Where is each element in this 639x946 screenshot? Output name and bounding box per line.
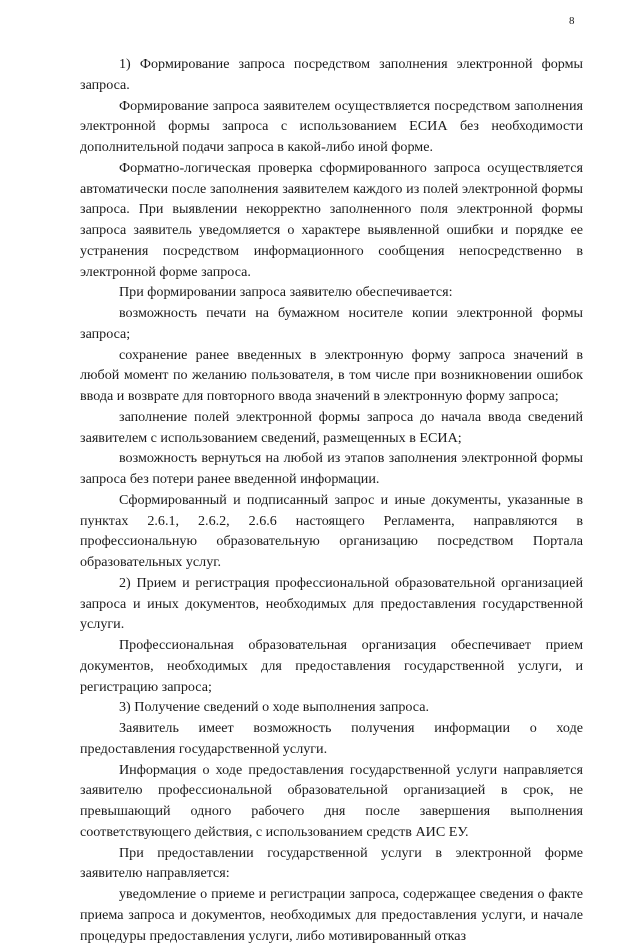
paragraph: сохранение ранее введенных в электронную форму запроса значений в любой момент по желанию пользователя, в том числе при возникновении ошибок ввода и возврате для повторного ввода значений в электронную форму запроса; — [80, 346, 583, 404]
paragraph: уведомление о приеме и регистрации запроса, содержащее сведения о факте приема запроса и документов, необходимых для предоставления услуги, и начале процедуры предоставления услуги, либо мотивированный отказ — [80, 886, 583, 944]
paragraph: Профессиональная образовательная организация обеспечивает прием документов, необходимых для предоставления государственной услуги, и регистрацию запроса; — [80, 637, 583, 695]
paragraph: 1) Формирование запроса посредством заполнения электронной формы запроса. — [80, 56, 583, 93]
paragraph: Заявитель имеет возможность получения информации о ходе предоставления государственной услуги. — [80, 720, 583, 757]
paragraph: Сформированный и подписанный запрос и иные документы, указанные в пунктах 2.6.1, 2.6.2, 2.6.6 настоящего Регламента, направляются в профессиональную образовательную организацию посредством Портала образовательных услуг. — [80, 491, 583, 570]
paragraph: 3) Получение сведений о ходе выполнения запроса. — [119, 699, 430, 716]
paragraph: возможность вернуться на любой из этапов заполнения электронной формы запроса без потери ранее введенной информации. — [80, 450, 583, 487]
paragraph: Информация о ходе предоставления государственной услуги направляется заявителю профессиональной образовательной организацией в срок, не превышающий одного рабочего дня после завершения выполнения соответствующего действия, с использованием средств АИС ЕУ. — [80, 761, 583, 840]
document-body — [80, 54, 583, 946]
paragraph: 2) Прием и регистрация профессиональной образовательной организацией запроса и иных документов, необходимых для предоставления государственной услуги. — [80, 574, 583, 633]
paragraph: заполнение полей электронной формы запроса до начала ввода сведений заявителем с использованием сведений, размещенных в ЕСИА; — [80, 408, 583, 446]
paragraph: Формирование запроса заявителем осуществляется посредством заполнения электронной формы запроса с использованием ЕСИА без необходимости дополнительной подачи запроса в какой-либо иной форме. — [80, 97, 583, 155]
paragraph: При предоставлении государственной услуги в электронной форме заявителю направляется: — [80, 844, 583, 882]
paragraph: возможность печати на бумажном носителе копии электронной формы запроса; — [80, 305, 583, 342]
paragraph: Форматно-логическая проверка сформированного запроса осуществляется автоматически после заполнения заявителем каждого из полей электронной формы запроса. При выявлении некорректно заполненного поля электронной формы запроса заявитель уведомляется о характере выявленной ошибки и порядке ее устранения посредством информационного сообщения непосредственно в электронной форме запроса. — [80, 159, 583, 280]
page-number: 8 — [569, 15, 575, 27]
paragraph: При формировании запроса заявителю обеспечивается: — [119, 284, 453, 301]
